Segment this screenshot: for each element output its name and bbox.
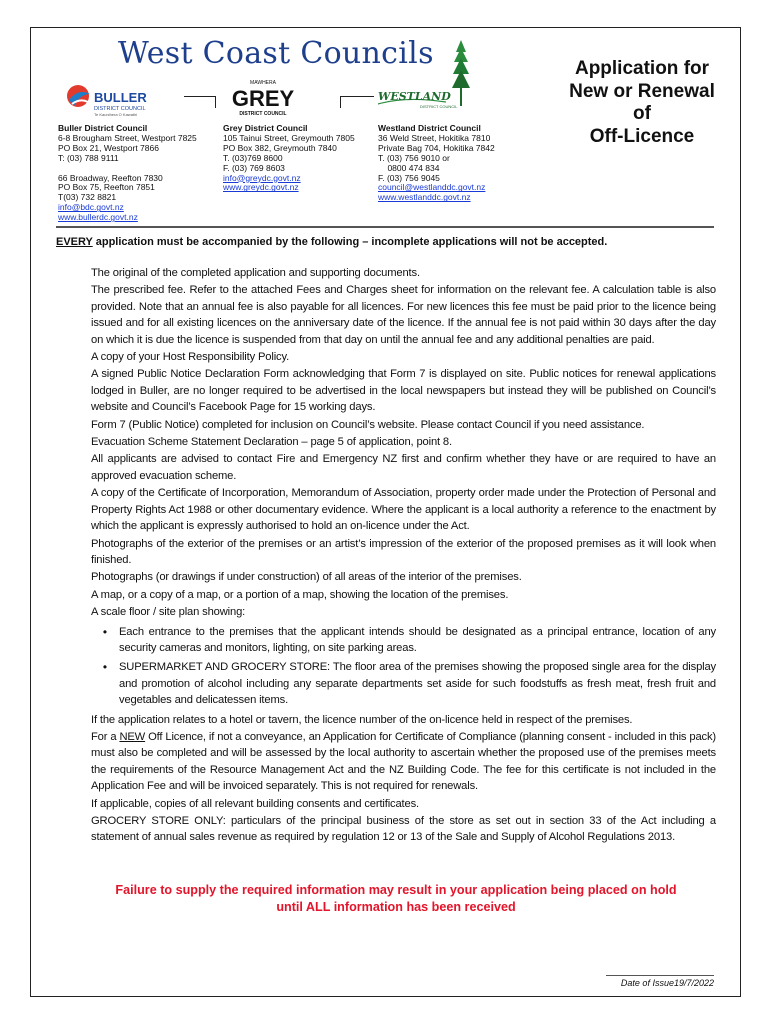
list-item: [56, 796, 716, 812]
grey-logo-top: MAWHERA: [250, 80, 276, 86]
grey-logo-sub: DISTRICT COUNCIL: [239, 111, 287, 117]
item-text: A scale floor / site plan showing:: [91, 606, 246, 619]
address-line: Private Bag 704, Hokitika 7842: [378, 142, 495, 153]
council-name: Westland District Council: [378, 123, 481, 133]
checkbox-icon: [56, 813, 91, 846]
checkbox-icon: [56, 569, 91, 585]
address-line: 36 Weld Street, Hokitika 7810: [378, 132, 491, 143]
westland-logo: [376, 84, 464, 110]
address-line: 66 Broadway, Reefton 7830: [58, 172, 163, 183]
list-item: [56, 569, 716, 585]
checkbox-icon: [56, 366, 91, 415]
app-title-line: New or Renewal: [569, 80, 715, 102]
list-item: [56, 417, 716, 433]
list-item: [56, 729, 716, 795]
app-title-line: Off-Licence: [589, 125, 695, 147]
checkbox-icon: [56, 434, 91, 450]
warning-line: until ALL information has been received: [276, 900, 516, 914]
phone-line: T. (03)769 8600: [223, 152, 283, 163]
item-text: [91, 729, 716, 795]
checkbox-icon: [56, 604, 91, 620]
phone-line: T(03) 732 8821: [58, 192, 117, 203]
grey-logo-name: GREY: [232, 86, 294, 111]
checkbox-icon: [56, 712, 91, 728]
address-line: PO Box 382, Greymouth 7840: [223, 142, 337, 153]
item-text: A signed Public Notice Declaration Form acknowledging that Form 7 is displayed on site. Public notices for renewal applications lodged in Buller, are no longer required to be advertised in the local newspapers but instead they will be published on Council’s website and Council’s Facebook Page for 15 working days.: [91, 368, 716, 414]
item-text: If the application relates to a hotel or tavern, the licence number of the on-licence held in respect of the premises.: [91, 713, 633, 726]
buller-logo-tagline: Te Kaunihera O Kawatiri: [94, 112, 138, 117]
item-text: A map, or a copy of a map, or a portion of a map, showing the location of the premises.: [91, 588, 509, 601]
fax-line: F. (03) 756 9045: [378, 172, 440, 183]
westland-logo-sub: DISTRICT COUNCIL: [420, 104, 458, 109]
item-text: Photographs of the exterior of the premises or an artist’s impression of the exterior of the proposed premises as it will look when finished.: [91, 537, 716, 566]
item-text: Form 7 (Public Notice) completed for inclusion on Council’s website. Please contact Council if you need assistance.: [91, 418, 645, 431]
buller-logo: [66, 78, 166, 122]
checkbox-icon: [56, 265, 91, 281]
address-line: 105 Tainui Street, Greymouth 7805: [223, 132, 355, 143]
header-divider: [56, 226, 714, 228]
email-link[interactable]: info@bdc.govt.nz: [58, 202, 124, 213]
address-line: 6-8 Brougham Street, Westport 7825: [58, 132, 197, 143]
list-item: [56, 349, 716, 365]
list-item: [56, 536, 716, 569]
app-title-line: Application for: [574, 58, 710, 79]
list-item: [56, 265, 716, 281]
checkbox-icon: [56, 796, 91, 812]
logo-connector: [184, 96, 216, 108]
bullet-icon: •: [102, 660, 108, 675]
address-line: PO Box 21, Westport 7866: [58, 142, 159, 153]
buller-logo-sub: DISTRICT COUNCIL: [94, 106, 146, 112]
council-name: Grey District Council: [223, 123, 308, 133]
phone-line: T: (03) 788 9111: [58, 152, 119, 163]
list-item-continuation: [56, 451, 716, 484]
every-emphasis: EVERY: [56, 236, 93, 248]
checkbox-icon: [56, 729, 91, 795]
email-link[interactable]: info@greydc.govt.nz: [223, 172, 301, 183]
item-text: The prescribed fee. Refer to the attached Fees and Charges sheet for information on the relevant fee. A calculation table is also provided. Note that an annual fee is also payable for all licences. For new licences this fee must be paid prior to the licence being issued and for all existing licences on the anniversary date of the licence. If the annual fee is not paid within 30 days after the day on which it is due the licence is suspended from that day on until the annual fee and any additional penalties are paid.: [91, 284, 716, 346]
checkbox-icon: [56, 282, 91, 348]
item-text: All applicants are advised to contact Fire and Emergency NZ first and confirm whether they have or are required to have an approved evacuation scheme.: [91, 453, 716, 482]
grey-logo: [232, 78, 294, 118]
item-text-part: Off Licence, if not a conveyance, an Application for Certificate of Compliance (planning consent - included in this pack) must also be completed and will be assessed by the local authority to ascertain whether the proposed use of the premises meets the requirements of the Resource Management Act and the NZ Building Code. The fee for this certificate is not included in the Application Fee and will be invoiced separately. This is not required for renewals.: [91, 730, 716, 793]
item-text: The original of the completed application and supporting documents.: [91, 267, 420, 279]
requirements-list: [56, 265, 716, 847]
item-text: SUPERMARKET AND GROCERY STORE: The floor area of the premises showing the proposed single area for the display and promotion of alcohol including any separate departments set aside for such foodstuffs as fresh meat, fresh fruit and vegetables and delicatessen items.: [119, 661, 716, 707]
website-link[interactable]: www.westlanddc.govt.nz: [378, 192, 471, 203]
list-item: [56, 813, 716, 846]
fax-line: F. (03) 769 8603: [223, 162, 285, 173]
sub-list-item: [56, 659, 716, 708]
checkbox-icon: [56, 485, 91, 534]
address-line: PO Box 75, Reefton 7851: [58, 182, 155, 193]
westland-logo-name: WESTLAND: [378, 90, 451, 103]
item-text: GROCERY STORE ONLY: particulars of the principal business of the store as set out in section 33 of the Act including a statement of annual sales revenue as required by regulation 12 or 13 of the Sale and Supply of Alcohol Regulations 2013.: [91, 815, 716, 844]
list-item: [56, 434, 716, 450]
phone-line: 0800 474 834: [378, 162, 440, 173]
item-text: Photographs (or drawings if under construction) of all areas of the interior of the premises.: [91, 571, 522, 584]
item-text: If applicable, copies of all relevant building consents and certificates.: [91, 797, 419, 810]
website-link[interactable]: www.bullerdc.govt.nz: [58, 212, 138, 223]
buller-logo-name: BULLER: [94, 90, 147, 105]
list-item: [56, 485, 716, 534]
list-item: [56, 282, 716, 348]
sub-list-item: [56, 624, 716, 657]
item-text: Evacuation Scheme Statement Declaration – page 5 of application, point 8.: [91, 436, 452, 449]
footer-rule: [606, 975, 714, 976]
heading-text: application must be accompanied by the following – incomplete applications will not be accepted.: [92, 236, 608, 248]
westland-contact: [378, 124, 528, 203]
bullet-icon: •: [102, 624, 108, 639]
council-name: Buller District Council: [58, 123, 148, 133]
checkbox-icon: [56, 536, 91, 569]
list-item: [56, 366, 716, 415]
date-of-issue: Date of Issue19/7/2022: [620, 978, 714, 988]
application-title: [558, 58, 726, 148]
checkbox-icon: [56, 349, 91, 365]
requirements-heading: [56, 236, 607, 248]
buller-contact: [58, 124, 218, 223]
item-text: A copy of the Certificate of Incorporation, Memorandum of Association, property order made under the Protection of Personal and Property Rights Act 1988 or other documentary evidence. Where the applicant is a local authority a reference to the enactment by which the applicant is expressly authorised to hold an on-licence under the Act.: [91, 487, 716, 533]
warning-line: Failure to supply the required information may result in your application being placed on hold: [115, 883, 677, 897]
checkbox-icon: [56, 587, 91, 603]
checkbox-icon: [56, 417, 91, 433]
app-title-line: of: [633, 103, 651, 124]
logo-connector: [340, 96, 374, 108]
grey-contact: [223, 124, 373, 193]
item-text-part: For a: [91, 730, 120, 743]
warning-notice: [84, 882, 708, 916]
item-text: Each entrance to the premises that the applicant intends should be designated as a principal entrance, location of any security cameras and monitors, lighting, on site parking areas.: [119, 625, 716, 654]
list-item: [56, 712, 716, 728]
list-item: [56, 587, 716, 603]
list-item: [56, 604, 716, 620]
item-text: A copy of your Host Responsibility Policy.: [91, 351, 290, 364]
website-link[interactable]: www.greydc.govt.nz: [223, 182, 299, 193]
email-link[interactable]: council@westlanddc.govt.nz: [378, 182, 486, 193]
new-emphasis: NEW: [119, 730, 146, 743]
phone-line: T. (03) 756 9010 or: [378, 152, 450, 163]
main-title: West Coast Councils: [118, 36, 434, 71]
